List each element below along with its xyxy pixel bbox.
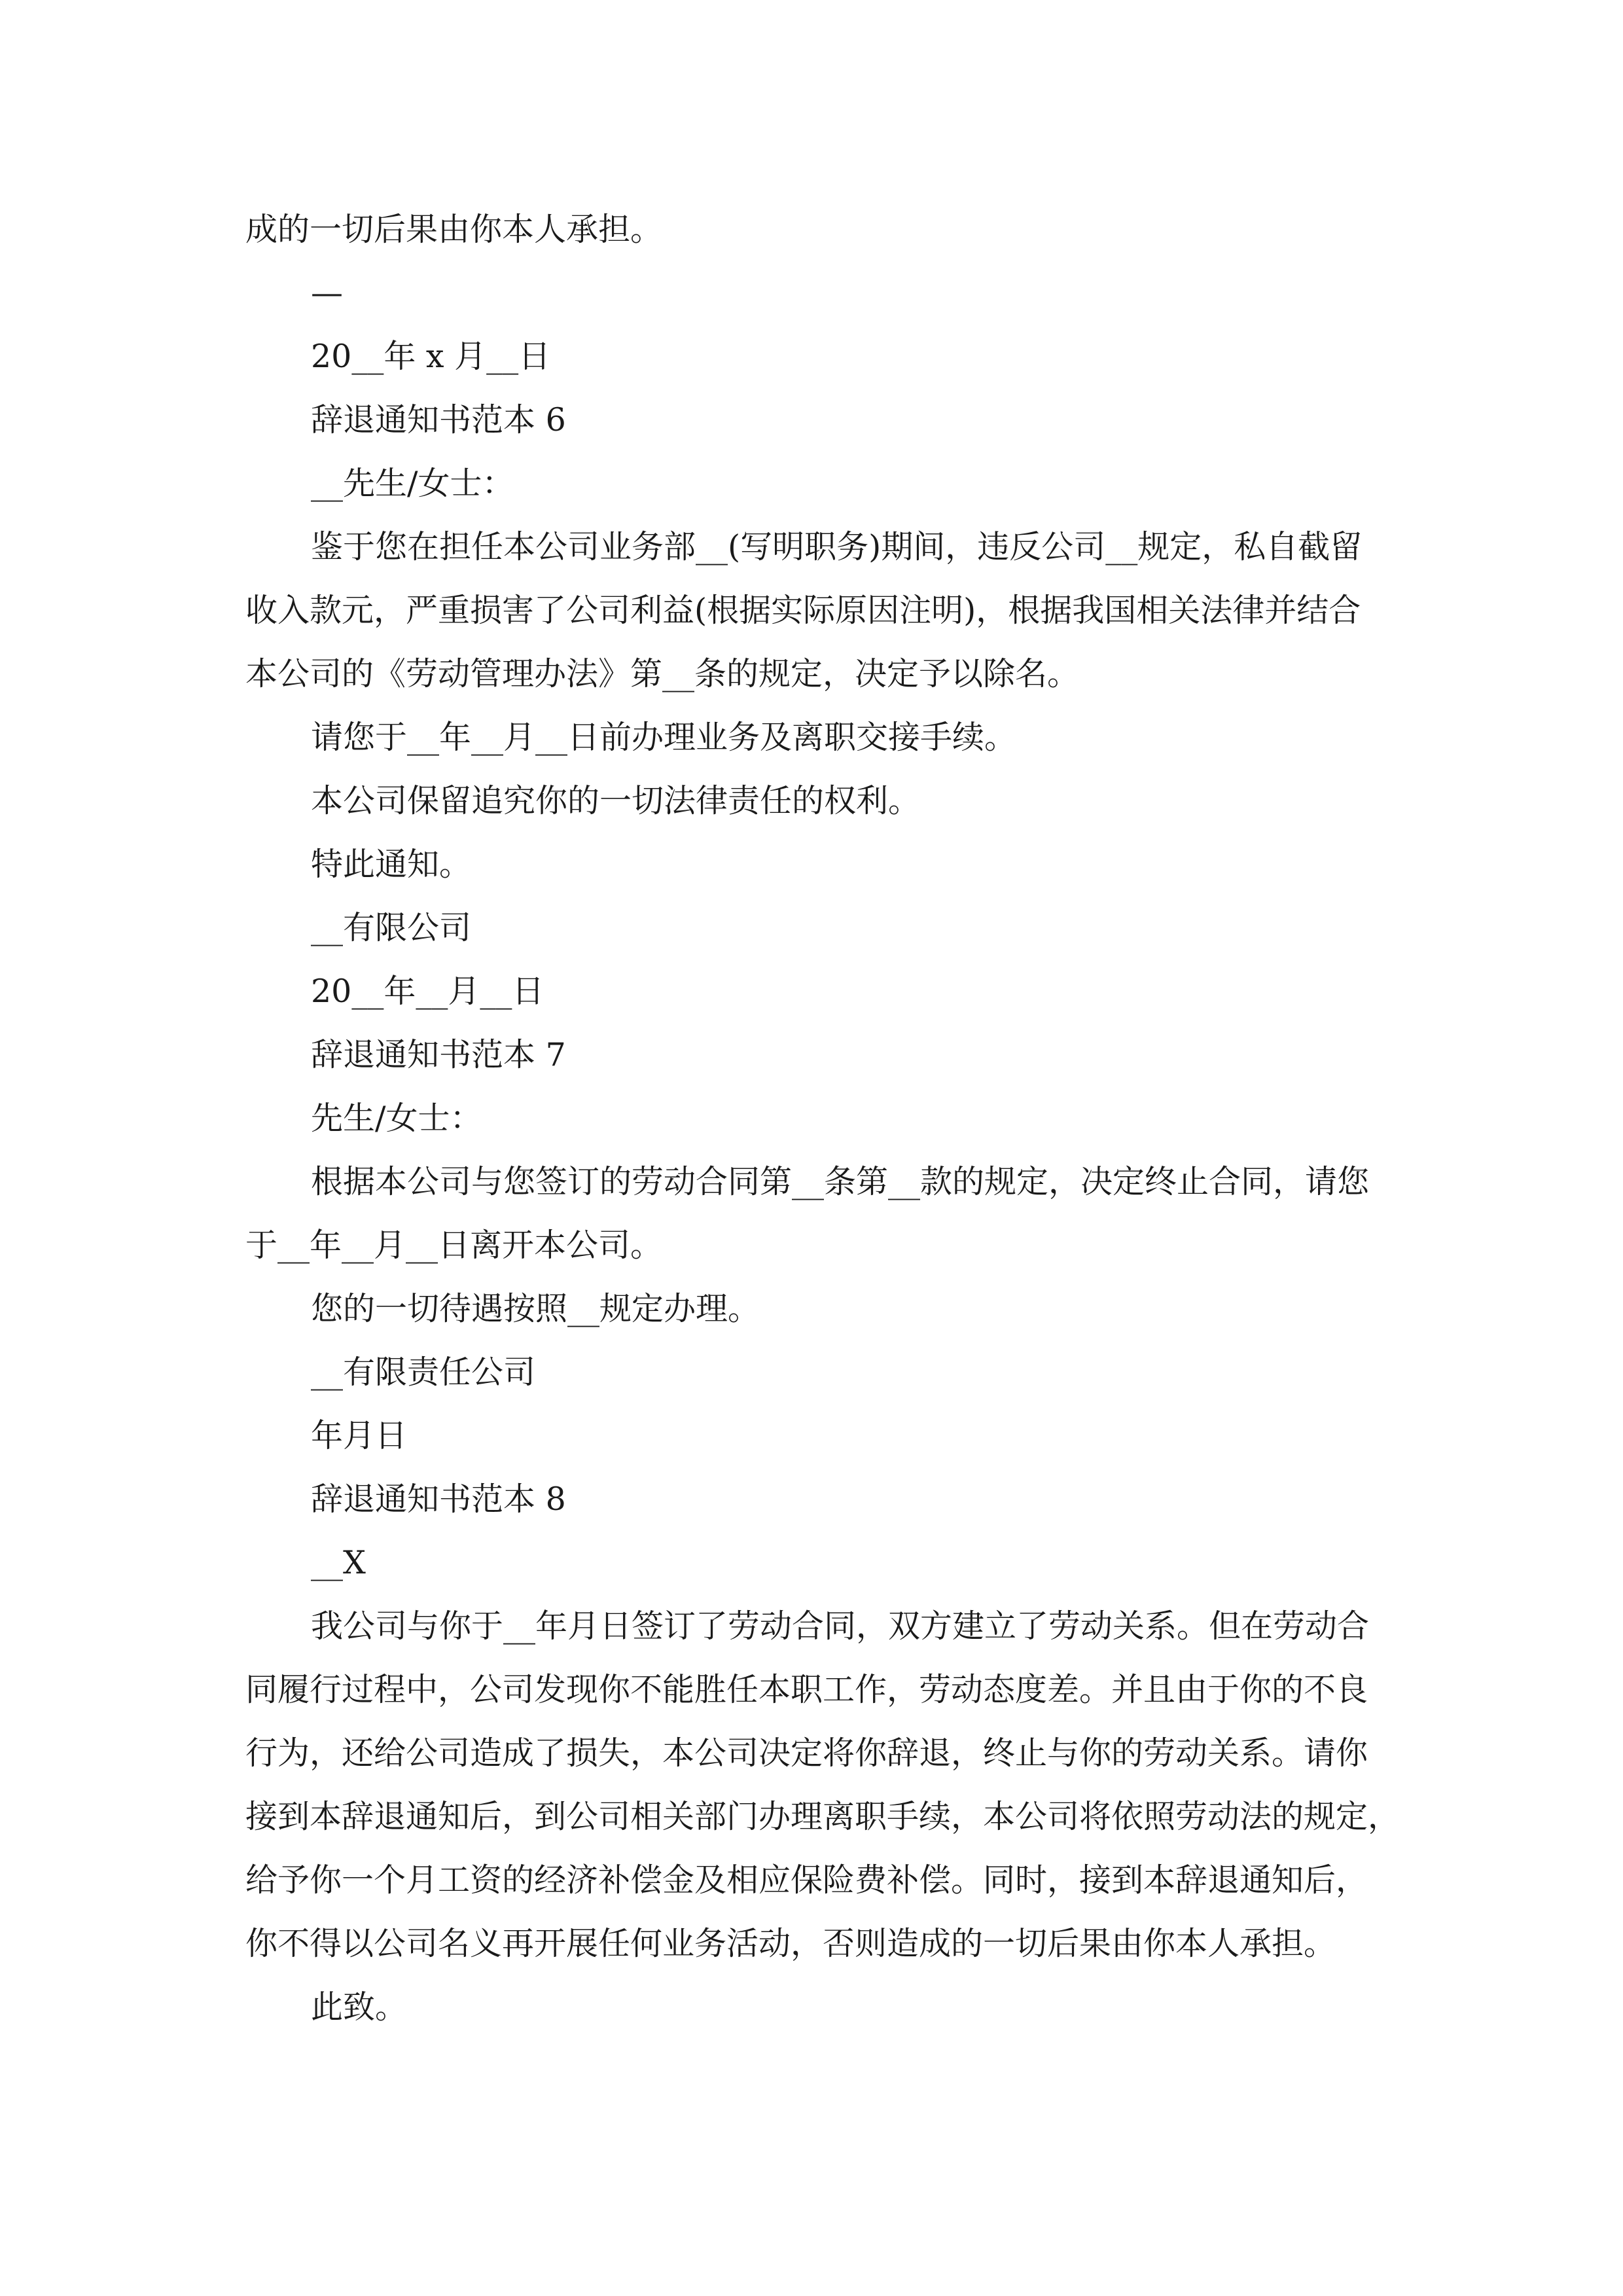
paragraph-line: 于__年__月__日离开本公司。	[245, 1227, 663, 1264]
date-line: 20__年__月__日	[311, 973, 544, 1010]
section-heading-sample-8: 辞退通知书范本 8	[311, 1480, 566, 1518]
company-signature: __有限公司	[311, 909, 472, 946]
paragraph-line: 您的一切待遇按照__规定办理。	[311, 1290, 760, 1327]
paragraph-line: 根据本公司与您签订的劳动合同第__条第__款的规定，决定终止合同，请您	[311, 1163, 1370, 1200]
salutation: __先生/女士：	[311, 465, 514, 502]
paragraph-line: 鉴于您在担任本公司业务部__(写明职务)期间，违反公司__规定，私自截留	[311, 528, 1363, 565]
paragraph-line: 接到本辞退通知后，到公司相关部门办理离职手续，本公司将依照劳动法的规定，	[245, 1798, 1400, 1835]
date-line: 20__年 x 月__日	[311, 338, 551, 375]
date-line: 年月日	[311, 1417, 408, 1454]
text-line-dash: —	[311, 274, 343, 312]
salutation: 先生/女士：	[311, 1100, 482, 1137]
company-signature: __有限责任公司	[311, 1354, 536, 1391]
paragraph-line: 本公司的《劳动管理办法》第__条的规定，决定予以除名。	[245, 655, 1080, 692]
document-body	[245, 198, 1404, 2039]
paragraph-line: 我公司与你于__年月日签订了劳动合同，双方建立了劳动关系。但在劳动合	[311, 1607, 1370, 1645]
paragraph-line: 本公司保留追究你的一切法律责任的权利。	[311, 782, 921, 819]
section-heading-sample-7: 辞退通知书范本 7	[311, 1036, 566, 1073]
paragraph-line: 收入款元，严重损害了公司利益(根据实际原因注明)，根据我国相关法律并结合	[245, 592, 1361, 629]
paragraph-line: 行为，还给公司造成了损失，本公司决定将你辞退，终止与你的劳动关系。请你	[245, 1734, 1368, 1772]
text-line-continuation: 成的一切后果由你本人承担。	[245, 211, 663, 248]
paragraph-line: 你不得以公司名义再开展任何业务活动，否则造成的一切后果由你本人承担。	[245, 1925, 1336, 1962]
paragraph-line: 请您于__年__月__日前办理业务及离职交接手续。	[311, 719, 1017, 756]
paragraph-line: 给予你一个月工资的经济补偿金及相应保险费补偿。同时，接到本辞退通知后，	[245, 1861, 1368, 1899]
section-heading-sample-6: 辞退通知书范本 6	[311, 401, 566, 439]
closing-line: 特此通知。	[311, 846, 472, 883]
salutation: __X	[311, 1544, 366, 1581]
paragraph-line: 同履行过程中，公司发现你不能胜任本职工作，劳动态度差。并且由于你的不良	[245, 1671, 1368, 1708]
closing-line: 此致。	[311, 1988, 408, 2026]
